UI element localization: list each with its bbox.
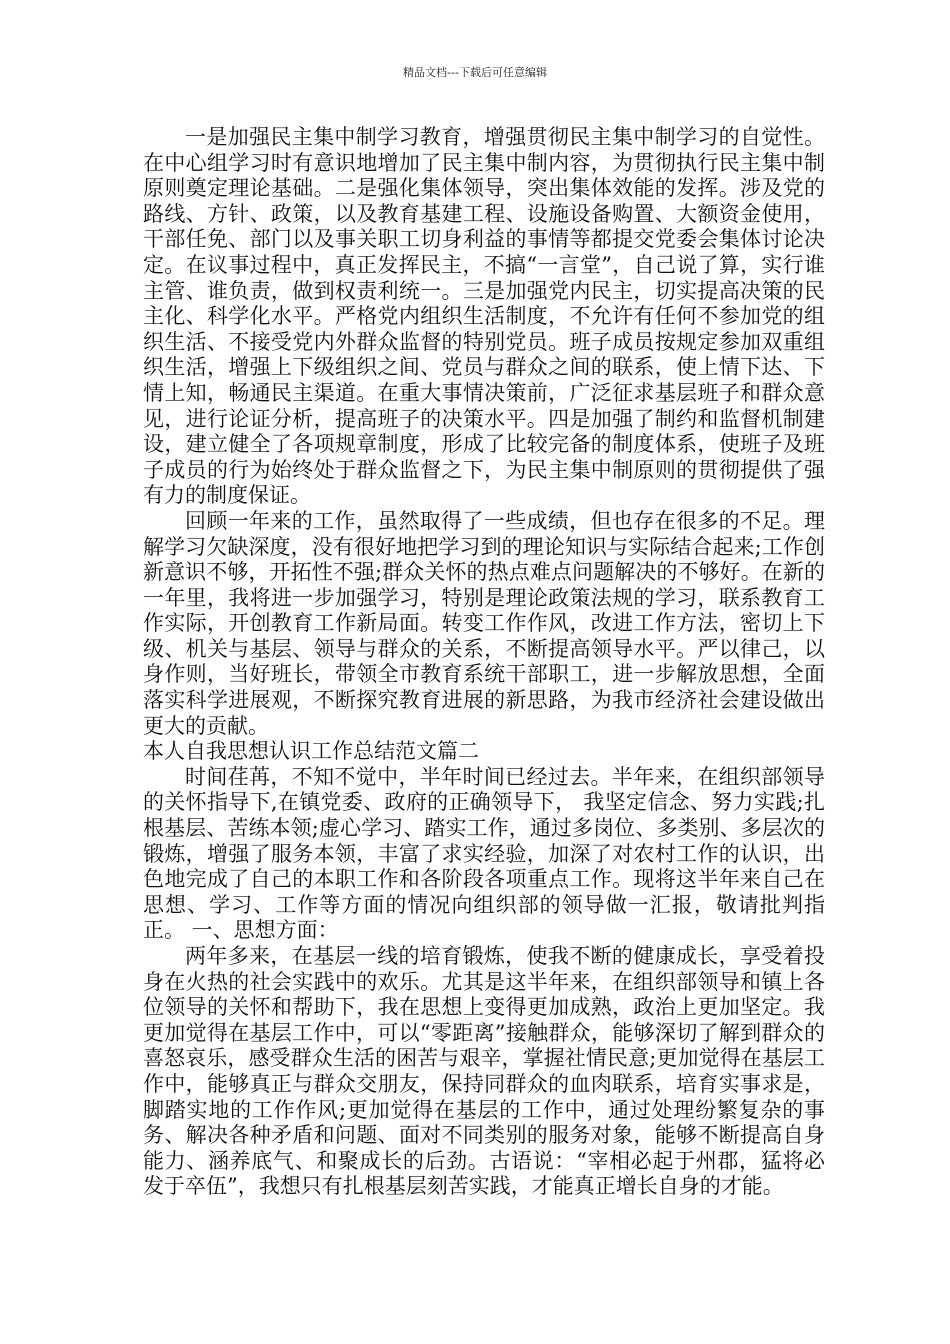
paragraph-democratic-centralism: 一是加强民主集中制学习教育，增强贯彻民主集中制学习的自觉性。在中心组学习时有意识地增加了民主集中制内容，为贯彻执行民主集中制原则奠定理论基础。二是强化集体领导，突出集体效能的发挥。涉及党的路线、方针、政策，以及教育基建工程、设施设备购置、大额资金使用，干部任免、部门以及事关职工切身利益的事情等都提交党委会集体讨论决定。在议事过程中，真正发挥民主，不搞“一言堂”，自己说了算，实行谁主管、谁负责，做到权责利统一。三是加强党内民主，切实提高决策的民主化、科学化水平。严格党内组织生活制度，不允许有任何不参加党的组织生活、不接受党内外群众监督的特别党员。班子成员按规定参加双重组织生活，增强上下级组织之间、党员与群众之间的联系，使上情下达、下情上知，畅通民主渠道。在重大事情决策前，广泛征求基层班子和群众意见，进行论证分析，提高班子的决策水平。四是加强了制约和监督机制建设，建立健全了各项规章制度，形成了比较完备的制度体系，使班子及班子成员的行为始终处于群众监督之下，为民主集中制原则的贯彻提供了强有力的制度保证。 [143,125,825,508]
paragraph-thought: 两年多来，在基层一线的培育锻炼，使我不断的健康成长，享受着投身在火热的社会实践中的欢乐。尤其是这半年来，在组织部领导和镇上各位领导的关怀和帮助下，我在思想上变得更加成熟，政治上更加坚定。我更加觉得在基层工作中，可以“零距离”接触群众，能够深切了解到群众的喜怒哀乐，感受群众生活的困苦与艰辛，掌握社情民意;更加觉得在基层工作中，能够真正与群众交朋友，保持同群众的血肉联系，培育实事求是，脚踏实地的工作作风;更加觉得在基层的工作中，通过处理纷繁复杂的事务、解决各种矛盾和问题、面对不同类别的服务对象，能够不断提高自身能力、涵养底气、和聚成长的后劲。古语说：“宰相必起于州郡，猛将必发于卒伍”，我想只有扎根基层刻苦实践，才能真正增长自身的才能。 [143,944,825,1199]
section-heading: 本人自我思想认识工作总结范文篇二 [143,739,479,764]
page-header: 精品文档---下载后可任意编辑 [403,66,547,79]
paragraph-half-year: 时间荏苒，不知不觉中，半年时间已经过去。半年来，在组织部领导的关怀指导下,在镇党委、政府的正确领导下， 我坚定信念、努力实践;扎根基层、苦练本领;虚心学习、踏实工作，通过多岗位、多类别、多层次的锻炼，增强了服务本领，丰富了求实经验，加深了对农村工作的认识，出色地完成了自己的本职工作和各阶段各项重点工作。现将这半年来自己在思想、学习、工作等方面的情况向组织部的领导做一汇报，敬请批判指正。 一、思想方面： [143,764,825,943]
paragraph-review: 回顾一年来的工作，虽然取得了一些成绩，但也存在很多的不足。理解学习欠缺深度，没有很好地把学习到的理论知识与实际结合起来;工作创新意识不够，开拓性不强;群众关怀的热点难点问题解决的不够好。在新的一年里，我将进一步加强学习，特别是理论政策法规的学习，联系教育工作实际，开创教育工作新局面。转变工作作风，改进工作方法，密切上下级、机关与基层、领导与群众的关系，不断提高领导水平。严以律己，以身作则，当好班长，带领全市教育系统干部职工，进一步解放思想，全面落实科学进展观，不断探究教育进展的新思路，为我市经济社会建设做出更大的贡献。 [143,508,825,738]
document-body [143,125,825,1200]
